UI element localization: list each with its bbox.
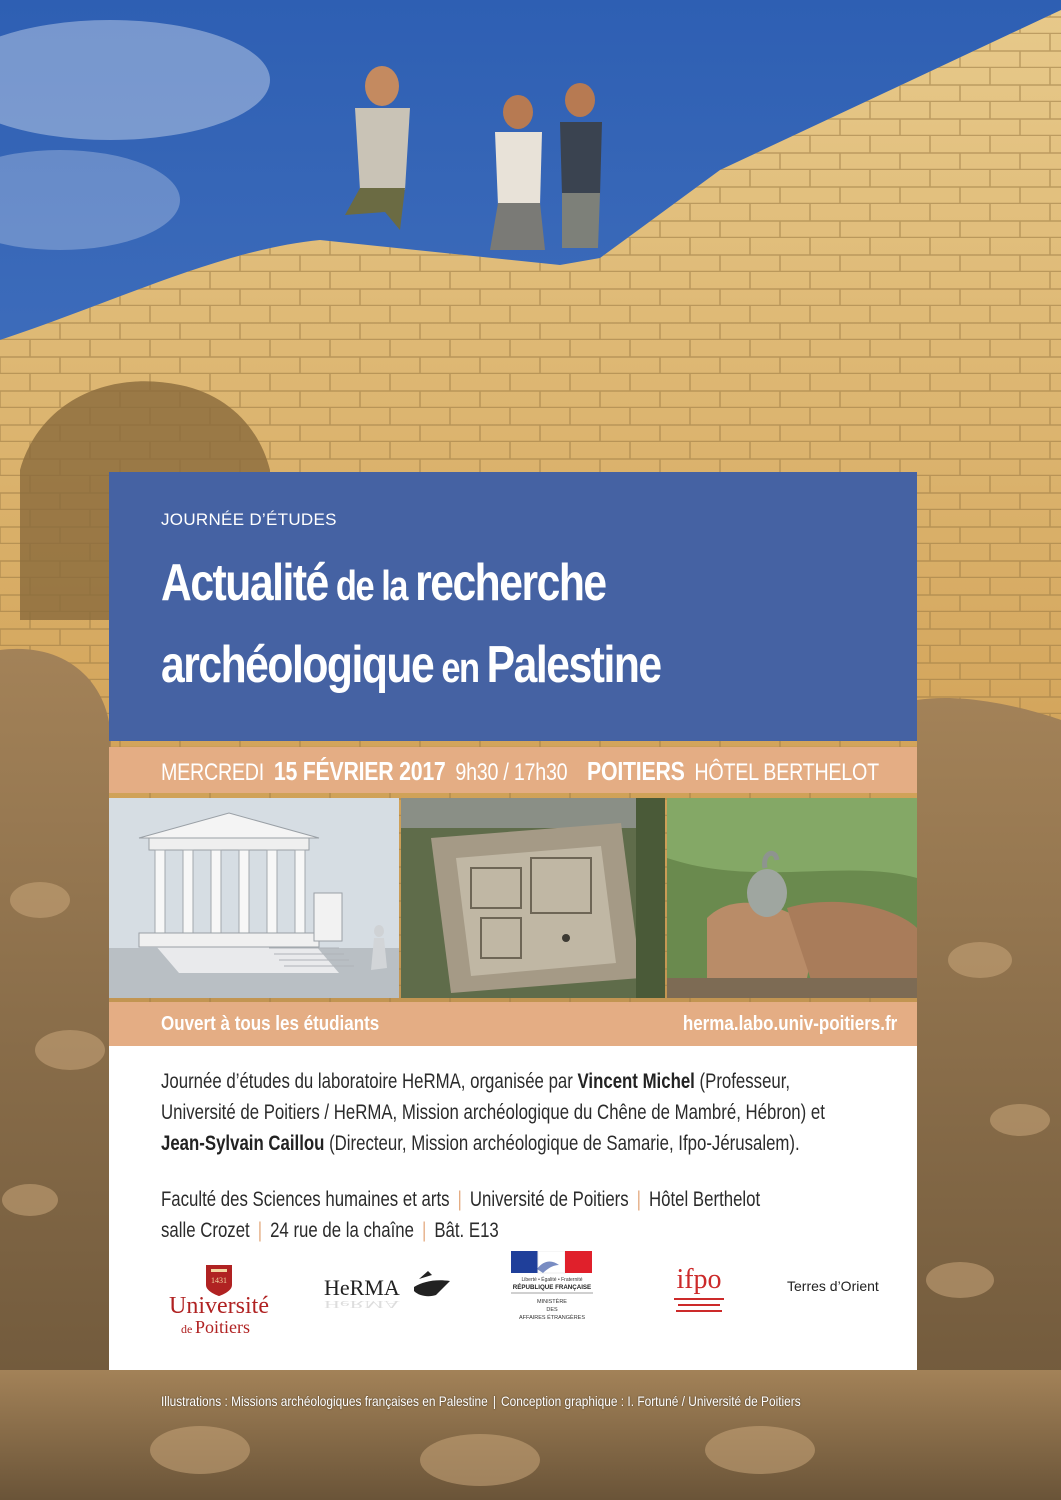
separator: | — [257, 1219, 263, 1242]
audience-note: Ouvert à tous les étudiants — [161, 1013, 380, 1035]
univ-year: 1431 — [211, 1276, 227, 1285]
organizer-role-1: (Professeur, — [694, 1070, 791, 1093]
title-word-archeologique: archéologique — [161, 636, 434, 694]
address-bat: Bât. E13 — [434, 1219, 499, 1242]
univ-de: de — [181, 1322, 193, 1336]
organizer-name-1: Vincent Michel — [577, 1070, 695, 1093]
date-bar — [109, 747, 917, 793]
event-card — [109, 472, 917, 1370]
ifpo-logo — [664, 1256, 734, 1326]
rf-ministry-3: AFFAIRES ÉTRANGÈRES — [518, 1315, 586, 1321]
address-street: 24 rue de la chaîne — [270, 1219, 414, 1242]
terres-orient-text: Terres d’Orient — [787, 1278, 879, 1294]
herma-logo — [324, 1261, 454, 1321]
rf-ministry-2: DES — [546, 1307, 558, 1313]
separator: | — [421, 1219, 427, 1242]
artifact-hands-image — [667, 798, 917, 998]
event-type: JOURNÉE D’ÉTUDES — [161, 510, 337, 529]
description-line-2: Université de Poitiers / HeRMA, Mission archéologique du Chêne de Mambré, Hébron) et — [161, 1101, 825, 1124]
title-word-en: en — [433, 644, 487, 691]
address-building: Hôtel Berthelot — [649, 1188, 761, 1211]
details-panel — [109, 1046, 917, 1370]
title-word-de-la: de la — [327, 562, 416, 609]
title-panel — [109, 472, 917, 741]
organizer-name-2: Jean-Sylvain Caillou — [161, 1132, 325, 1155]
ifpo-text: ifpo — [676, 1264, 722, 1295]
organizer-role-2: (Directeur, Mission archéologique de Samarie, Ifpo-Jérusalem). — [324, 1132, 800, 1155]
title-word-palestine: Palestine — [486, 636, 661, 694]
credits-design: Conception graphique : I. Fortuné / Université de Poitiers — [501, 1393, 801, 1409]
credits-separator: | — [492, 1393, 496, 1409]
photo-strip — [109, 798, 917, 998]
title-word-actualite: Actualité — [161, 554, 328, 612]
separator: | — [457, 1188, 462, 1211]
herma-text: HeRMA — [324, 1275, 400, 1300]
title-word-recherche: recherche — [415, 554, 606, 612]
credits-illustrations: Illustrations : Missions archéologiques françaises en Palestine — [161, 1393, 488, 1409]
rf-ministry-1: MINISTÈRE — [537, 1299, 567, 1305]
description-line-3 — [161, 1128, 897, 1159]
terres-orient-logo — [779, 1261, 909, 1321]
address-faculty: Faculté des Sciences humaines et arts — [161, 1188, 450, 1211]
description-text: Journée d’études du laboratoire HeRMA, organisée par — [161, 1070, 578, 1093]
temple-render-image — [109, 798, 399, 998]
republique-francaise-logo — [507, 1251, 597, 1331]
weekday: MERCREDI — [161, 759, 264, 786]
address-room: salle Crozet — [161, 1219, 250, 1242]
rf-motto: Liberté • Égalité • Fraternité — [521, 1277, 583, 1283]
rf-name: RÉPUBLIQUE FRANÇAISE — [512, 1284, 592, 1291]
partner-logos — [109, 1251, 917, 1346]
address-university: Université de Poitiers — [469, 1188, 629, 1211]
title-line-2 — [161, 635, 661, 695]
event-date: 15 FÉVRIER 2017 — [273, 756, 446, 786]
info-bar — [109, 1002, 917, 1046]
univ-name: Université — [169, 1293, 269, 1319]
address-line-2 — [161, 1215, 897, 1246]
event-time: 9h30 / 17h30 — [455, 759, 568, 786]
event-city: POITIERS — [587, 756, 685, 786]
separator: | — [636, 1188, 642, 1211]
address-line-1 — [161, 1184, 897, 1215]
website-link[interactable]: herma.labo.univ-poitiers.fr — [682, 1013, 897, 1035]
univ-poitiers: Poitiers — [195, 1317, 251, 1337]
event-venue: HÔTEL BERTHELOT — [694, 759, 879, 786]
description-line-1 — [161, 1066, 897, 1097]
universite-poitiers-logo — [159, 1259, 279, 1339]
title-line-1 — [161, 553, 606, 613]
credits-line — [161, 1393, 801, 1409]
svg-text:HeRMA: HeRMA — [324, 1298, 400, 1311]
aerial-excavation-image — [401, 798, 665, 998]
